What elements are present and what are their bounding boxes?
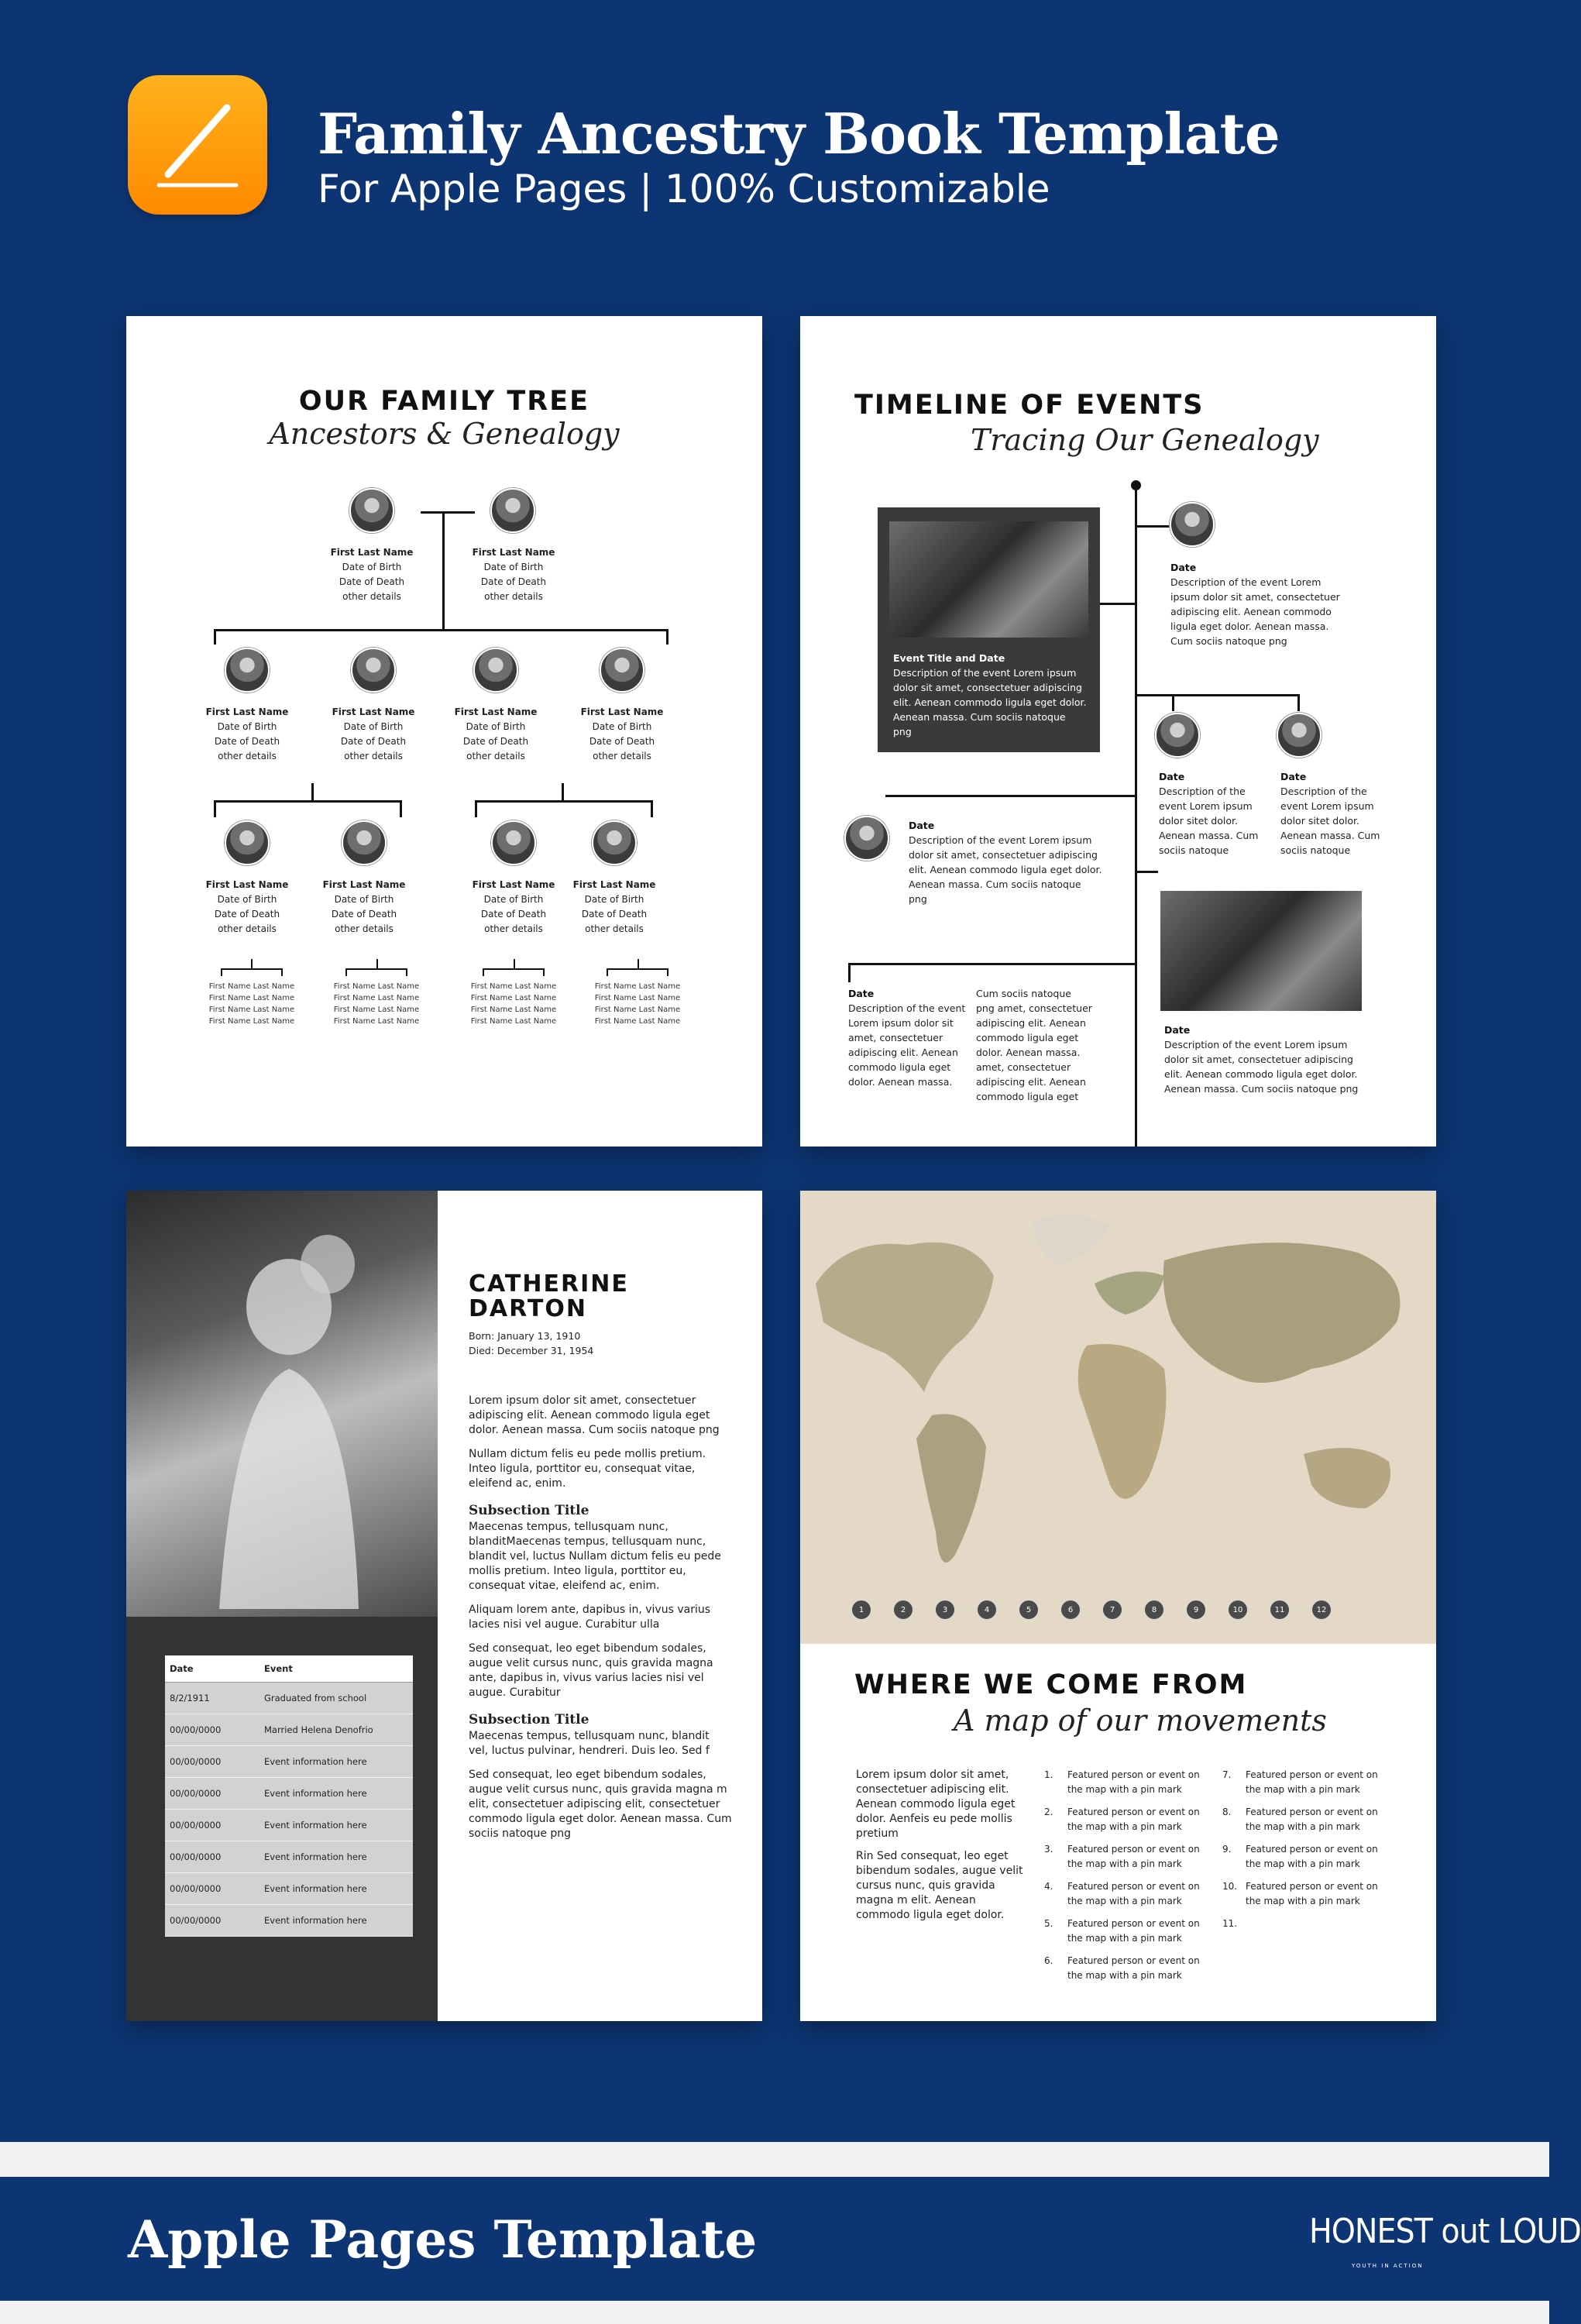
ancestor-card: First Last Name Date of Birth Date of Death other details <box>332 706 415 761</box>
footer-divider <box>0 2142 1549 2177</box>
ancestor-card: First Last Name Date of Birth Date of Death other details <box>472 547 555 602</box>
movements-list-right: 7. Featured person or event on the map with a pin mark 8. Featured person or event on the map with a pin mark 9. Featured person or event on the map with a pin mark 10. Featured person or event on the map with a pin mark 11. <box>1222 1768 1393 1917</box>
ancestor-photo <box>225 648 270 693</box>
feature-event-title: Event Title and Date <box>893 652 1005 664</box>
list-item: 8. Featured person or event on the map with a pin mark <box>1222 1807 1378 1832</box>
ancestor-photo <box>491 820 536 865</box>
ancestor-card: First Last Name Date of Birth Date of Death other details <box>330 547 414 602</box>
timeline-start-dot <box>1131 480 1141 490</box>
timeline-page <box>800 316 1436 1147</box>
ancestor-card: First Last Name Date of Birth Date of Death other details <box>572 879 656 934</box>
table-row: 00/00/0000 Event information here <box>165 1872 413 1904</box>
feature-event-photo <box>889 521 1088 638</box>
table-header-date: Date <box>165 1655 259 1682</box>
profile-dates: Born: January 13, 1910 Died: December 31, 1954 <box>469 1330 594 1356</box>
map-intro: Lorem ipsum dolor sit amet, consectetuer adipiscing elit. Aenean commodo ligula eget dolor. Aenfeis eu pede mollis pretium Rin Sed consequat, leo eget bibendum sodales, augue velit cursus nunc, quis gravida magna m elit. Aenean commodo ligula eget dolor. <box>856 1769 1023 1921</box>
descendant-list: First Name Last Name First Name Last Name First Name Last Name First Name Last Name <box>208 982 295 1026</box>
timeline-subtitle: Tracing Our Genealogy <box>971 423 1319 457</box>
map-pin[interactable]: 6 <box>1060 1600 1081 1620</box>
ancestor-photo <box>490 488 535 533</box>
ancestor-card: First Last Name Date of Birth Date of Death other details <box>322 879 406 934</box>
ancestor-photo <box>349 488 394 533</box>
descendant-list: First Name Last Name First Name Last Name First Name Last Name First Name Last Name <box>594 982 681 1026</box>
event-block: Date Description of the event Lorem ipsum dolor sit amet, consectetuer adipiscing elit. Aenean commodo ligula eget dolor. Aenean massa. Cum sociis natoque png <box>909 820 1102 905</box>
family-tree-title: OUR FAMILY TREE <box>298 386 590 417</box>
footer-bottom-band <box>0 2301 1549 2324</box>
descendant-list: First Name Last Name First Name Last Name First Name Last Name First Name Last Name <box>333 982 420 1026</box>
ancestor-card: First Last Name Date of Birth Date of Death other details <box>205 879 289 934</box>
event-block: Date Description of the event Lorem ipsum dolor sitet dolor. Aenean massa. Cum sociis natoque <box>1280 771 1380 856</box>
list-item: 1. Featured person or event on the map with a pin mark <box>1044 1769 1200 1795</box>
list-item: 4. Featured person or event on the map with a pin mark <box>1044 1881 1200 1906</box>
table-row: 00/00/0000 Event information here <box>165 1904 413 1936</box>
ancestor-photo <box>342 820 387 865</box>
ancestor-card: First Last Name Date of Birth Date of Death other details <box>472 879 555 934</box>
event-block: Date Description of the event Lorem ipsum dolor sit amet, consectetuer adipiscing elit. Aenean commodo ligula eget dolor. Aenean massa. Cum sociis natoque png <box>1164 1024 1359 1095</box>
event-photo <box>844 816 889 861</box>
table-row: 00/00/0000 Event information here <box>165 1777 413 1809</box>
map-pin[interactable]: 10 <box>1228 1600 1248 1620</box>
table-header-event: Event <box>259 1655 413 1682</box>
header-subtitle: For Apple Pages | 100% Customizable <box>318 167 1050 211</box>
map-pin[interactable]: 11 <box>1270 1600 1290 1620</box>
map-pin[interactable]: 5 <box>1019 1600 1039 1620</box>
map-pin[interactable]: 12 <box>1311 1600 1332 1620</box>
event-block: Cum sociis natoque png amet, consectetuer adipiscing elit. Aenean commodo ligula eget dolor. Aenean massa. amet, consectetuer adipiscing elit. Aenean commodo ligula eget <box>976 988 1092 1102</box>
event-photo <box>1170 502 1215 547</box>
brand-logo: HONEST out LOUD <box>1309 2212 1581 2251</box>
ancestor-photo <box>473 648 518 693</box>
profile-body: Lorem ipsum dolor sit amet, consectetuer adipiscing elit. Aenean commodo ligula eget dolor. Aenean massa. Cum sociis natoque png Nullam dictum felis eu pede mollis pretium. Inteo ligula, porttitor eu, consequat vitae, eleifend ac, enim. Subsection Title Maecenas tempus, tellusquam nunc, blanditMaecenas tempus, tellusquam nunc, blandit vel, luctus Nullam dictum felis eu pede mollis pretium. Inteo ligula, porttitor eu, consequat vitae, eleifend ac, enim. Aliquam lorem ante, dapibus in, vivus varius lacies nisi vel augue. Curabitur ulla Sed consequat, leo eget bibendum sodales, augue velit cursus nunc, quis gravida magna ante, dapibus in, vivus varius lacies nisi vel augue. Curabitur Subsection Title Maecenas tempus, tellusquam nunc, blandit vel, luctus pulvinar, hendreri. Duis leo. Sed f Sed consequat, leo eget bibendum sodales, augue velit cursus nunc, quis gravida magna m elit, consectetuer adipiscing elit, consectetuer commodo ligula eget dolor. Aenean massa. Cum sociis natoque png <box>469 1394 732 1840</box>
event-photo <box>1155 713 1200 758</box>
map-subtitle: A map of our movements <box>954 1703 1327 1738</box>
list-item: 10. Featured person or event on the map with a pin mark <box>1222 1881 1378 1906</box>
descendant-list: First Name Last Name First Name Last Name First Name Last Name First Name Last Name <box>470 982 557 1026</box>
map-pin[interactable]: 1 <box>851 1600 871 1620</box>
table-row: 8/2/1911 Graduated from school <box>165 1682 413 1714</box>
table-row: 00/00/0000 Married Helena Denofrio <box>165 1714 413 1745</box>
table-row: 00/00/0000 Event information here <box>165 1745 413 1777</box>
movements-list-left <box>1044 1768 1207 1991</box>
events-table <box>165 1655 413 1937</box>
ancestor-card: First Last Name Date of Birth Date of Death other details <box>580 706 664 761</box>
list-item: 2. Featured person or event on the map with a pin mark <box>1044 1807 1200 1832</box>
feature-event-text: Description of the event Lorem ipsum dolor sit amet, consectetuer adipiscing elit. Aenean commodo ligula eget dolor. Aenean massa. Cum sociis natoque png <box>893 667 1087 737</box>
map-pin[interactable]: 2 <box>893 1600 913 1620</box>
map-title: WHERE WE COME FROM <box>854 1669 1248 1700</box>
map-pin[interactable]: 8 <box>1144 1600 1164 1620</box>
list-item: 7. Featured person or event on the map with a pin mark <box>1222 1769 1378 1795</box>
list-item: 3. Featured person or event on the map with a pin mark <box>1044 1844 1200 1869</box>
ancestor-photo <box>351 648 396 693</box>
map-pin[interactable]: 4 <box>977 1600 997 1620</box>
world-map <box>800 1191 1436 1644</box>
family-tree-page <box>126 316 762 1147</box>
list-item: 6. Featured person or event on the map with a pin mark <box>1044 1955 1200 1981</box>
list-item: 9. Featured person or event on the map with a pin mark <box>1222 1844 1378 1869</box>
brand-tagline: YOUTH IN ACTION <box>1352 2263 1424 2269</box>
profile-name: CATHERINE DARTON <box>469 1270 629 1322</box>
subsection-title: Subsection Title <box>469 1712 589 1728</box>
event-block: Date Description of the event Lorem ipsum dolor sit amet, consectetuer adipiscing elit. Aenean commodo ligula eget dolor. Aenean massa. <box>848 988 966 1088</box>
ancestor-photo <box>225 820 270 865</box>
event-block: Date Description of the event Lorem ipsum dolor sit amet, consectetuer adipiscing elit. Aenean commodo ligula eget dolor. Aenean massa. Cum sociis natoque png <box>1170 562 1340 647</box>
portrait-photo <box>126 1191 438 1617</box>
header-title: Family Ancestry Book Template <box>318 101 1280 167</box>
ancestor-photo <box>600 648 644 693</box>
event-photo <box>1277 713 1322 758</box>
subsection-title: Subsection Title <box>469 1503 589 1518</box>
map-pin[interactable]: 3 <box>935 1600 955 1620</box>
ancestor-card: First Last Name Date of Birth Date of Death other details <box>205 706 289 761</box>
event-photo-large <box>1160 891 1362 1011</box>
list-item: 5. Featured person or event on the map with a pin mark <box>1044 1918 1200 1944</box>
pages-app-icon <box>128 75 267 215</box>
profile-page <box>126 1191 762 2021</box>
table-row: 00/00/0000 Event information here <box>165 1809 413 1841</box>
ancestor-photo <box>592 820 637 865</box>
ancestor-card: First Last Name Date of Birth Date of Death other details <box>454 706 538 761</box>
table-row: 00/00/0000 Event information here <box>165 1841 413 1872</box>
map-page <box>800 1191 1436 2021</box>
footer-title: Apple Pages Template <box>128 2209 758 2270</box>
event-block: Date Description of the event Lorem ipsum dolor sitet dolor. Aenean massa. Cum sociis natoque <box>1159 771 1259 856</box>
map-pin[interactable]: 7 <box>1102 1600 1122 1620</box>
map-pin[interactable]: 9 <box>1186 1600 1206 1620</box>
timeline-title: TIMELINE OF EVENTS <box>854 390 1205 421</box>
family-tree-subtitle: Ancestors & Genealogy <box>269 417 620 451</box>
feature-event-card <box>878 507 1100 752</box>
header <box>0 0 1549 294</box>
